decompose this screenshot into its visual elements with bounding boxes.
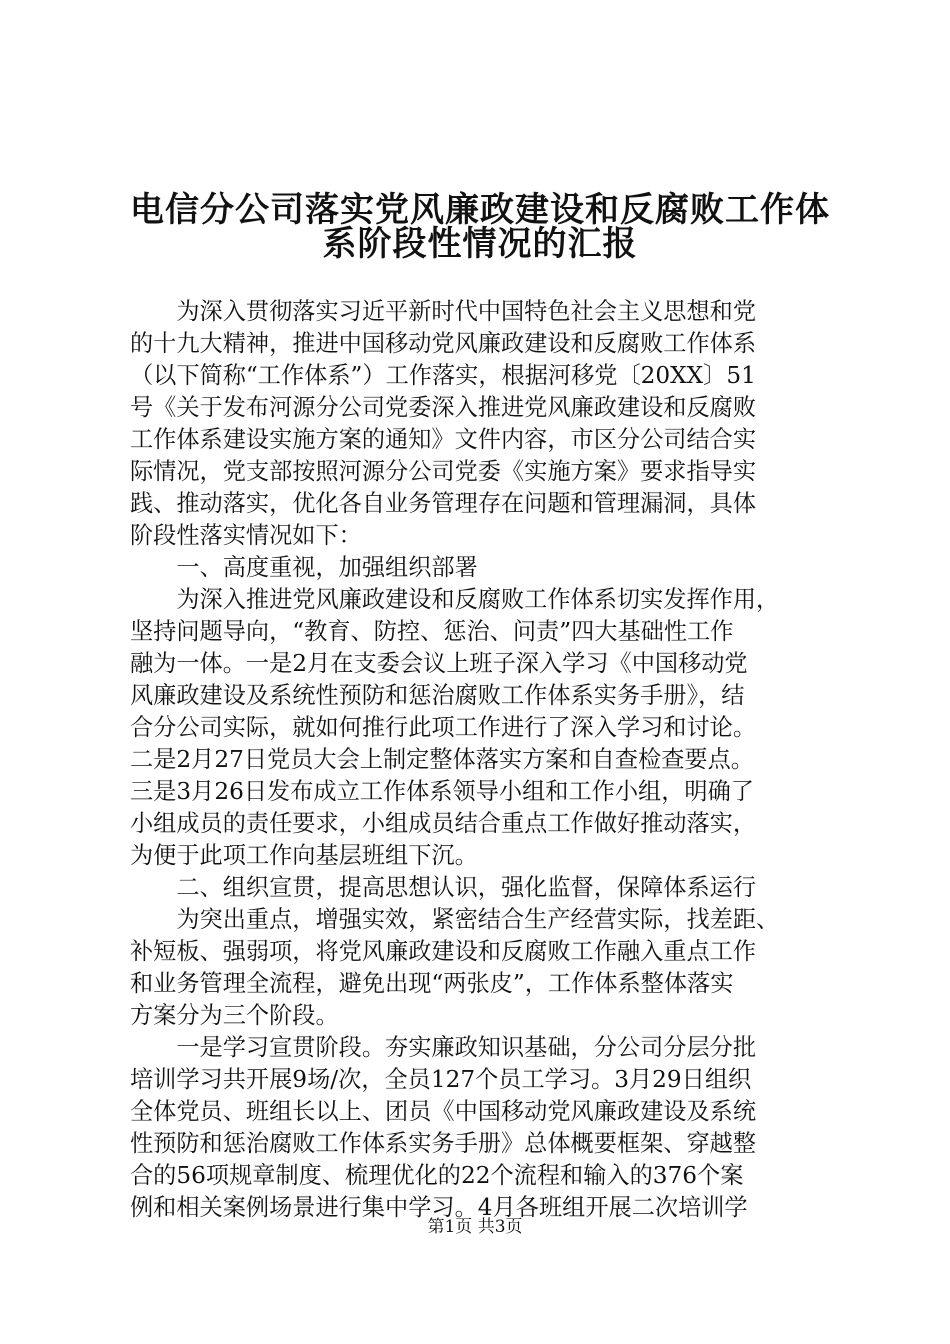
document-title-line-2: 系阶段性情况的汇报 bbox=[322, 224, 638, 264]
body-text-line: 二是2月27日党员大会上制定整体落实方案和自查检查要点。 bbox=[130, 746, 754, 773]
body-text-line: 为突出重点，增强实效，紧密结合生产经营实际，找差距、 bbox=[130, 906, 780, 933]
body-text-line: 阶段性落实情况如下： bbox=[130, 522, 362, 549]
body-text-line: 号《关于发布河源分公司党委深入推进党风廉政建设和反腐败 bbox=[130, 394, 757, 421]
body-text-line: 合的56项规章制度、梳理优化的22个流程和输入的376个案 bbox=[130, 1162, 744, 1189]
body-text-line: 培训学习共开展9场/次，全员127个员工学习。3月29日组织 bbox=[130, 1066, 752, 1093]
body-text-line: 合分公司实际，就如何推行此项工作进行了深入学习和讨论。 bbox=[130, 714, 757, 741]
body-text-line: 践、推动落实，优化各自业务管理存在问题和管理漏洞，具体 bbox=[130, 490, 757, 517]
body-text-line: 一是学习宣贯阶段。夯实廉政知识基础，分公司分层分批 bbox=[130, 1034, 757, 1061]
body-text-line: 例和相关案例场景进行集中学习。4月各班组开展二次培训学 bbox=[130, 1194, 748, 1221]
body-text-line: 际情况，党支部按照河源分公司党委《实施方案》要求指导实 bbox=[130, 458, 757, 485]
body-text-line: 风廉政建设及系统性预防和惩治腐败工作体系实务手册》，结 bbox=[130, 682, 745, 709]
body-text-line: 坚持问题导向，“教育、防控、惩治、问责”四大基础性工作 bbox=[130, 618, 734, 645]
body-text-line: 性预防和惩治腐败工作体系实务手册》总体概要框架、穿越整 bbox=[130, 1130, 757, 1157]
document-title-line-1: 电信分公司落实党风廉政建设和反腐败工作体 bbox=[130, 190, 830, 230]
body-text-line: 工作体系建设实施方案的通知》文件内容，市区分公司结合实 bbox=[130, 426, 757, 453]
body-text-line: 为便于此项工作向基层班组下沉。 bbox=[130, 842, 478, 869]
body-text-line: 补短板、强弱项，将党风廉政建设和反腐败工作融入重点工作 bbox=[130, 938, 757, 965]
body-text-line: 小组成员的责任要求，小组成员结合重点工作做好推动落实， bbox=[130, 810, 757, 837]
page-footer: 第1页 共3页 bbox=[427, 1217, 523, 1237]
body-text-line: 一、高度重视，加强组织部署 bbox=[130, 554, 478, 581]
body-text-line: 方案分为三个阶段。 bbox=[130, 1002, 339, 1029]
body-text-line: 三是3月26日发布成立工作体系领导小组和工作小组，明确了 bbox=[130, 778, 754, 805]
body-text-line: 全体党员、班组长以上、团员《中国移动党风廉政建设及系统 bbox=[130, 1098, 757, 1125]
body-text-line: （以下简称“工作体系”）工作落实，根据河移党〔20XX〕51 bbox=[130, 362, 756, 389]
body-text-line: 和业务管理全流程，避免出现“两张皮”，工作体系整体落实 bbox=[130, 970, 734, 997]
body-text-line: 的十九大精神，推进中国移动党风廉政建设和反腐败工作体系 bbox=[130, 330, 757, 357]
body-text-line: 融为一体。一是2月在支委会议上班子深入学习《中国移动党 bbox=[130, 650, 748, 677]
body-text-line: 为深入推进党风廉政建设和反腐败工作体系切实发挥作用， bbox=[130, 586, 780, 613]
document-body bbox=[130, 296, 830, 1224]
body-text-line: 为深入贯彻落实习近平新时代中国特色社会主义思想和党 bbox=[130, 298, 757, 325]
body-text-line: 二、组织宣贯，提高思想认识，强化监督，保障体系运行 bbox=[130, 874, 757, 901]
